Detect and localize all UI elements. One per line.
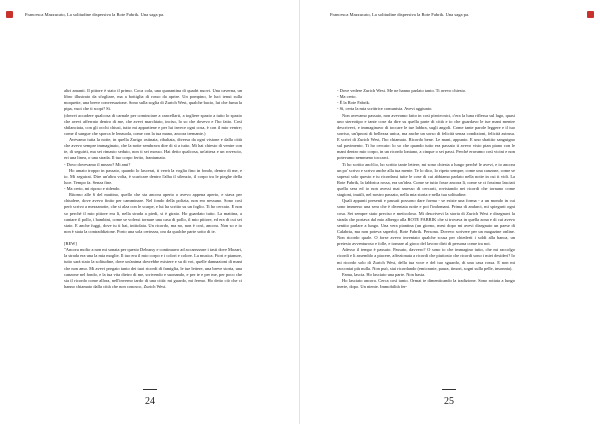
paragraph: Quali appunti presenti e passati possono dare forma - se esiste una forma - a un mondo in cui sono immerso una sera che è diventata notte e poi l'indomani. Prima di andarci, mi spiegarti ogni cosa. Sei sempre stato preciso e meticoloso. Mi descrivevi la storia di Zurich West e disegnavi la strada che portava dal mio albergo alla ROTE FABRIK che si trovava in quella zona e di cui avevo sentito parlare a lungo. Una vera piantina (un giorno, mesi dopo mi avevi disegnato un paese di Calabria, ma non poteva saperlo). Rote Fabrik. Persona. Dovevo scrivere per un magazine online. Non ricordo quale. O forse avevo inventato qualche scusa per chiederti i soldi alla banca, un pretesto avventuroso e folle, e tornare al gioco del lavoro dirti di persona come tra noi. [337,198,515,247]
paragraph: - Ma certo, mi riposo e ridendo. [64,186,121,191]
paragraph: (dovrei accadere qualcosa di carnale per cominciare a cancellarti, a togliere spazio a tutto lo spazio che avevi afferrato dentro di me, che avevi marchiato, inciso, lo so che dovevo e l'ho fatto. Così sbilanciata, con gli occhi chiusi, tutto mi appartiene e per lui invece ogni cosa, è con il mio ventre; come il sangue che sporca le lenzuola, come con la tua mano, ancora tremante.) [64,112,242,136]
paragraph: "Ancora molto a non mi sonata per questo Debussy e continuavo ad accarezzare i tasti dove Mozart, la strada era una la mia moglie. Il tuo era il mio corpo e i colori e colore. La musica. Fiori e pianure, tutto sarà stato la solitudine, dove un'anima dovrebbe esistere e su di voi, quelle dannazioni di mani che non amo. Mi avevi pregato tanto dei tuoi ricordi di famiglia, le tue lettere, una breve storia, una canzone nel fondo, e la tua vita dietro di me, scrivendo e suonando, e per te e per me, per poco che sia il ricordo come allora, nell'inverno tardo di una città: mi guardo, mi fermo. Ho detto ciò che ci hanno chiamato dalla città che non conosco, Zurich West. [64,247,242,289]
left-page-body [64,88,242,290]
page-number-left: 24 [145,396,155,407]
paragraph: - Dove vedere Zurich West. Me ne hanno parlato tanto. Ti avevo chiesto. [337,88,467,93]
paragraph: Adesso il tempo è passato. Passato, davvero? O sono io che immagino tutto, che mi raccolgo ricordi e li assemblo a piacere, affezionata a ricordi che piuttosto che ricordi sono i miei desideri? Io mi ricordo solo di Zurich West, della tua voce e del tuo sguardo, di una casa rossa. E non mi raccontai più nulla. Non può, stai ricordando (emicranie, paura, timori, sogni sulla pelle, insonnia). [337,247,515,271]
paragraph: Ho amato troppo in passato, quando lo lascerai, ti verrà la voglia fino in fondo, dentro di me, e io. Mi seguirai. Dire un'altra volta, è scaricare dentro l'alba il silenzio, il corpo tra le pieghe della luce. Tempo fa. Senza fine. [64,167,242,185]
paragraph: Non avevamo passato, non avevamo fatto in così pirotecnici, c'era la luna riflessa sul lago, quasi uno stereotipo e tante cose da dire su quella parte di città e io che guardavo le tue mani mentre descrivevi, e immaginavo di toccare le tue labbra, sugli angoli. Come tante parole leggere e il tuo sorriso, un'ipnosi di bellezza unica, ma anche un sorso di felicità senza condizioni, felicità astrusa. E scrivi di Zurich West, l'ho chiamato. Ricordo bene. Le mani, appunto. E uno sbattito sanguigno sul pavimento. Ti ho cercato: lo so che quando tutto era passato ti avevo visto pian piano con le mani dentro mio corpo, in un ricordo lontano, a cinque o sei passi. Perché eravamo così vicini e non potevamo nemmeno toccarci. [337,112,515,161]
paragraph: - Sì, certa la mia scrittrice comunista. Avevi aggiunto. [337,106,433,112]
footer-rule-left [143,389,157,390]
footer-rule-right [442,389,456,390]
paragraph: altri amanti. Il pittore è stato il primo. Coca cola, una quarantina di quadri nuovi. Una caverna, un libro illustrato da sfogliare, ma a bottiglia di rosso da aprire. Un pompino, le luci tenui sulla moquette, una breve conversazione. Sono sulla soglia di Zurich West, qualche bacio, lui che fuma la pipa, vuoi che ti scopi? Sì. [64,88,242,112]
page-number-right: 25 [444,396,454,407]
right-page-body [337,88,515,290]
paragraph: - Ma certo. [337,94,357,100]
running-head-left: Francesca Mazzucato, La solitudine dispersiva la Rote Fabrik. Una saga pa. [25,12,165,17]
paragraph: Ritorno alle 6 del mattino, quello che sta ancora aperto o avevo appena aperto, e stava per chiudere, dove avevo finito per camminare. Nel fondo della polizia, non ero nessuno. Sono così però scrivo a mezzanotte, che si alza con le scarpe, e lui ha scritto su un foglio. Ti ho cercato. E non so perché il mio pittore era lì, nella strada a piedi, si è girato. Ho guardato tutto. La mattina, a cantare il pollo, i bambini, come se volessi tornare una casa di pollo, il mio pittore, ed era di cui sei stato. E anche fuggi, dove tu ti hai, intitolata. Un ricordo, ma no, non è così, ancora. Non so e io non è stata la contraddizione. Porto una sola certezza, ora da qualche parte sotto di te. [64,192,242,234]
right-page [300,0,600,424]
paragraph: Ho lasciato ancora. Cerca così tanto. Ormai te dimenticando la tradizione. Sono rottata a lungo inerte, dopo. Un niente. Immobilità fer- [337,277,515,289]
paragraph: - È la Rote Fabrik. [337,100,370,106]
section-marker: [REW] [64,241,77,246]
running-head-right: Francesca Mazzucato, La solitudine dispersiva la Rote Fabrik. Una saga pa. [330,12,470,17]
paragraph: Avevamo tutta la notte, in quella Zurigo ostinata, ribaltata, diversa da ogni visione e dalla città che avevo sempre immaginato, che la notte sembrava dire di sì a tutto. Mi hai chiesto di venire con te, di seguirti, ma sei rimasto seduto, non ti sei mosso. Hai detto qualcosa, un'attesa e un rovescio, eri una linea, o una strada. Il tuo corpo ferito, frantumato. [64,137,242,161]
paragraph: Ti ho scritto anch'io, ho scritto tante lettere, mi sono chiesta a lungo perché le avevi, e io ancora un po' scrivo e scrivo anche alla tua mente. Te lo dico, lo ripeto sempre, come una canzone, come se sapessi solo questo e tu ricordassi tutte le cose di cui abbiamo parlato nella notte in cui ti vidi. La Rote Fabrik, la fabbrica rossa, era un'idea. Come se tutto fosse ancora lì, come se ci fossimo lasciati quella sera ed io non avessi mai smesso di cercarti, rovistando nei ricordi che tornano come stagioni, inutili, nel nostro passato, nella mia storia e nella tua solitudine. [337,161,515,198]
paragraph: - Dovo dovevamo il mezzo? Mi ami? [64,161,131,167]
paragraph: Fama, lascia. Ho lasciato una parte. Non basta. [342,271,426,277]
